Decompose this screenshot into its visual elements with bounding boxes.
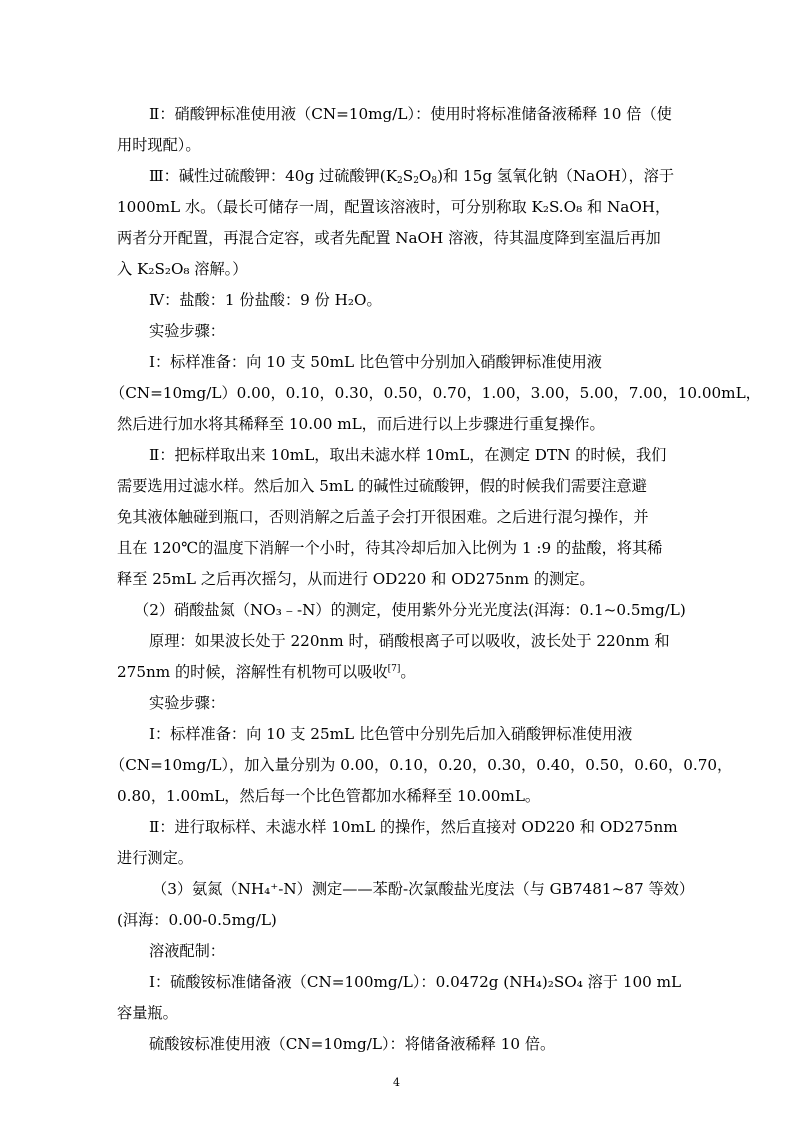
principle-line-1: 原理：如果波长处于 220nm 时，硝酸根离子可以吸收，波长处于 220nm 和 [149, 632, 670, 650]
section-3-title-line-1: （3）氨氮（NH₄⁺-N）测定——苯酚-次氯酸盐光度法（与 GB7481~87 等效） [152, 880, 695, 898]
reagent-iv-line: Ⅳ：盐酸：1 份盐酸：9 份 H₂O。 [149, 291, 382, 309]
section-2-title: （2）硝酸盐氮（NO₃﹣-N）的测定，使用紫外分光光度法(洱海：0.1~0.5mg/L) [134, 601, 686, 619]
page-number: 4 [393, 1076, 400, 1089]
step-1-ii-line-4: 且在 120℃的温度下消解一个小时，待其冷却后加入比例为 1 :9 的盐酸，将其稀 [117, 539, 663, 557]
step-1-i-line-1: Ⅰ：标样准备：向 10 支 50mL 比色管中分别加入硝酸钾标准使用液 [149, 353, 602, 371]
solution-use-line: 硫酸铵标准使用液（CN=10mg/L）：将储备液稀释 10 倍。 [149, 1035, 556, 1053]
step-2-i-line-2: （CN=10mg/L），加入量分别为 0.00，0.10，0.20，0.30，0.40，0.50，0.60，0.70， [110, 756, 733, 774]
steps-heading: 实验步骤： [149, 322, 225, 340]
step-1-i-line-2: （CN=10mg/L）0.00，0.10，0.30，0.50，0.70，1.00，3.00，5.00，7.00，10.00mL， [110, 384, 761, 402]
step-1-ii-line-1: Ⅱ：把标样取出来 10mL，取出未滤水样 10mL，在测定 DTN 的时候，我们 [149, 446, 667, 464]
step-1-ii-line-3: 免其液体触碰到瓶口，否则消解之后盖子会打开很困难。之后进行混匀操作，并 [117, 508, 649, 526]
reagent-iii-line-3: 两者分开配置，再混合定容，或者先配置 NaOH 溶液，待其温度降到室温后再加 [117, 229, 661, 247]
solution-i-line-2: 容量瓶。 [117, 1004, 178, 1022]
step-2-i-line-1: Ⅰ：标样准备：向 10 支 25mL 比色管中分别先后加入硝酸钾标准使用液 [149, 725, 633, 743]
step-2-ii-line-1: Ⅱ：进行取标样、未滤水样 10mL 的操作，然后直接对 OD220 和 OD275nm [149, 818, 678, 836]
step-1-ii-line-5: 释至 25mL 之后再次摇匀，从而进行 OD220 和 OD275nm 的测定。 [117, 570, 595, 588]
steps-heading-2: 实验步骤： [149, 694, 225, 712]
reagent-iii-line-2: 1000mL 水。（最长可储存一周，配置该溶液时，可分别称取 K₂S.O₈ 和 NaOH， [117, 198, 671, 216]
principle-line-2: 275nm 的时候，溶解性有机物可以吸收[7]。 [117, 663, 416, 681]
solution-heading: 溶液配制： [149, 942, 225, 960]
step-2-i-line-3: 0.80，1.00mL，然后每一个比色管都加水稀释至 10.00mL。 [117, 787, 541, 805]
citation-ref: [7] [387, 664, 401, 674]
reagent-iii-line-4: 入 K₂S₂O₈ 溶解。） [117, 260, 248, 278]
solution-i-line-1: Ⅰ：硫酸铵标准储备液（CN=100mg/L）：0.0472g (NH₄)₂SO₄ 溶于 100 mL [149, 973, 682, 991]
reagent-iii-line-1: Ⅲ：碱性过硫酸钾：40g 过硫酸钾$(K_2S_2O_8)$和 15g 氢氧化钠（NaOH），溶于 [149, 167, 675, 186]
step-1-ii-line-2: 需要选用过滤水样。然后加入 5mL 的碱性过硫酸钾，假的时候我们需要注意避 [117, 477, 647, 495]
step-2-ii-line-2: 进行测定。 [117, 849, 193, 867]
section-3-title-line-2: (洱海：0.00-0.5mg/L) [117, 911, 277, 929]
reagent-ii-line-2: 用时现配）。 [117, 136, 201, 154]
reagent-ii-line-1: Ⅱ：硝酸钾标准使用液（CN=10mg/L）：使用时将标准储备液稀释 10 倍（使 [149, 105, 672, 123]
step-1-i-line-3: 然后进行加水将其稀释至 10.00 mL，而后进行以上步骤进行重复操作。 [117, 415, 605, 433]
